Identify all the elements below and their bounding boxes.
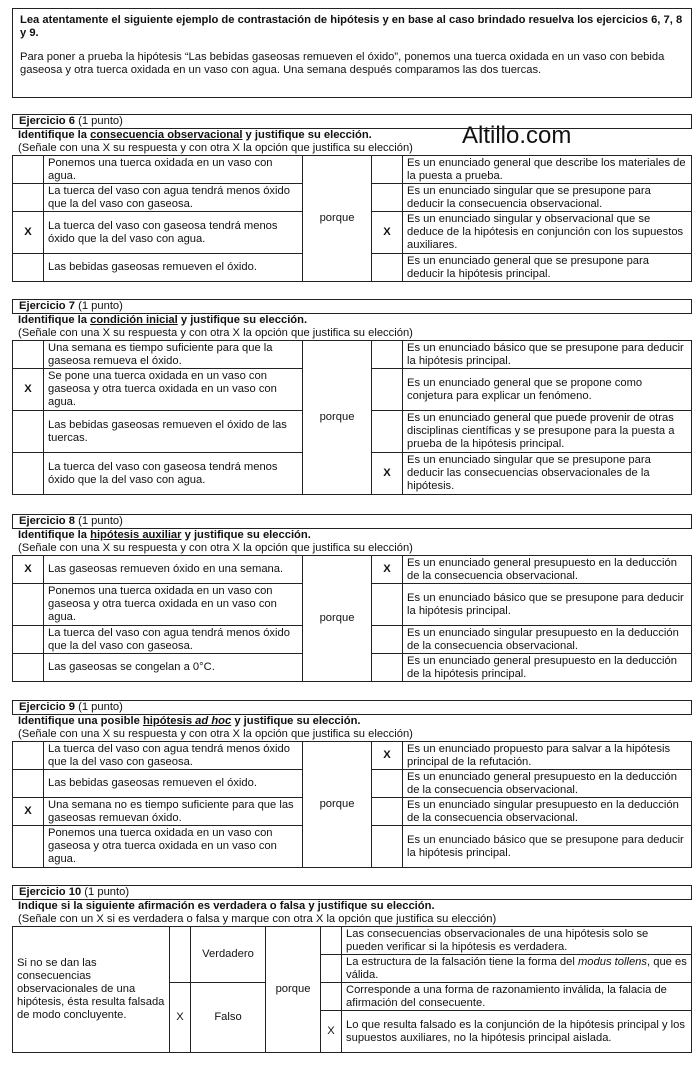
answer-mark-cell[interactable] [13, 584, 44, 626]
justification-mark-cell[interactable] [372, 369, 403, 411]
porque-label: porque [303, 742, 372, 868]
exercise-title: Ejercicio 10 (1 punto) [12, 885, 692, 900]
justification-option: Es un enunciado general presupuesto en la deducción de la consecuencia observacional. [403, 556, 692, 584]
justification-option: Es un enunciado singular presupuesto en la deducción de la consecuencia observacional. [403, 626, 692, 654]
answer-table [12, 155, 692, 282]
answer-option: Las gaseosas remueven óxido en una semana. [44, 556, 303, 584]
justification-mark-cell[interactable]: X [372, 453, 403, 495]
answer-mark-cell[interactable] [13, 411, 44, 453]
answer-mark-cell[interactable] [13, 654, 44, 682]
justification-option: Es un enunciado singular y observacional que se deduce de la hipótesis en conjunción con los supuestos auxiliares. [403, 212, 692, 254]
exercise-question: Indique si la siguiente afirmación es verdadera o falsa y justifique su elección. [18, 900, 435, 912]
answer-option: Se pone una tuerca oxidada en un vaso con gaseosa y otra tuerca oxidada en un vaso con agua. [44, 369, 303, 411]
answer-mark-cell[interactable] [13, 742, 44, 770]
porque-label: porque [303, 341, 372, 495]
justification-option: Es un enunciado general que se propone como conjetura para explicar un fenómeno. [403, 369, 692, 411]
exercise-8 [12, 514, 692, 682]
exercise-note: (Señale con una X su respuesta y con otra X la opción que justifica su elección) [18, 142, 413, 154]
answer-option: Una semana no es tiempo suficiente para que las gaseosas remuevan óxido. [44, 798, 303, 826]
answer-option: La tuerca del vaso con agua tendrá menos óxido que la del vaso con gaseosa. [44, 626, 303, 654]
justification-mark-cell[interactable] [372, 584, 403, 626]
answer-mark-cell[interactable]: X [13, 556, 44, 584]
answer-mark-cell[interactable] [13, 341, 44, 369]
answer-option: La tuerca del vaso con gaseosa tendrá menos óxido que la del vaso con agua. [44, 453, 303, 495]
answer-option: Ponemos una tuerca oxidada en un vaso con agua. [44, 156, 303, 184]
porque-label: porque [303, 156, 372, 282]
watermark-text: Altillo.com [462, 122, 572, 149]
exercise-7 [12, 299, 692, 495]
exercise-note: (Señale con una X su respuesta y con otra X la opción que justifica su elección) [18, 327, 413, 339]
justification-mark-cell[interactable] [372, 770, 403, 798]
exercise-10 [12, 885, 692, 1053]
justification-mark-cell[interactable]: X [372, 212, 403, 254]
statement-text: Si no se dan las consecuencias observacionales de una hipótesis, ésta resulta falsada de modo concluyente. [13, 927, 170, 1053]
answer-mark-cell[interactable]: X [13, 212, 44, 254]
justification-mark-cell[interactable]: X [372, 556, 403, 584]
answer-mark-cell[interactable] [13, 826, 44, 868]
true-mark-cell[interactable] [170, 927, 191, 983]
answer-option: Las bebidas gaseosas remueven el óxido. [44, 770, 303, 798]
exercise-9 [12, 700, 692, 868]
exercise-question: Identifique la condición inicial y justifique su elección. [18, 314, 308, 326]
justification-option: Es un enunciado básico que se presupone para deducir la hipótesis principal. [403, 341, 692, 369]
exercise-note: (Señale con una X su respuesta y con otra X la opción que justifica su elección) [18, 728, 413, 740]
justification-mark-cell[interactable] [372, 184, 403, 212]
justification-mark-cell[interactable] [321, 955, 342, 983]
justification-option: Es un enunciado general que se presupone para deducir la hipótesis principal. [403, 254, 692, 282]
answer-mark-cell[interactable] [13, 626, 44, 654]
answer-mark-cell[interactable] [13, 770, 44, 798]
answer-option: Ponemos una tuerca oxidada en un vaso con gaseosa y otra tuerca oxidada en un vaso con agua. [44, 826, 303, 868]
exercise-title: Ejercicio 6 (1 punto) [12, 114, 692, 129]
justification-option: Es un enunciado básico que se presupone para deducir la hipótesis principal. [403, 584, 692, 626]
true-label: Verdadero [191, 927, 266, 983]
justification-option: Es un enunciado general que describe los materiales de la puesta a prueba. [403, 156, 692, 184]
justification-option: Las consecuencias observacionales de una hipótesis solo se pueden verificar si la hipótesis es verdadera. [342, 927, 692, 955]
answer-table [12, 340, 692, 495]
answer-table [12, 741, 692, 868]
answer-mark-cell[interactable] [13, 254, 44, 282]
justification-mark-cell[interactable] [321, 927, 342, 955]
false-label: Falso [191, 983, 266, 1053]
porque-label: porque [266, 927, 321, 1053]
answer-option: Ponemos una tuerca oxidada en un vaso con gaseosa y otra tuerca oxidada en un vaso con agua. [44, 584, 303, 626]
false-mark-cell[interactable]: X [170, 983, 191, 1053]
justification-option: Es un enunciado general que puede provenir de otras disciplinas científicas y se presupone para la puesta a prueba de la hipótesis principal. [403, 411, 692, 453]
justification-option: Es un enunciado singular que se presupone para deducir la consecuencia observacional. [403, 184, 692, 212]
intro-body: Para poner a prueba la hipótesis “Las bebidas gaseosas remueven el óxido”, ponemos una tuerca oxidada en un vaso con bebida gaseosa y otra tuerca oxidada en un vaso con agua. Una semana después comparamos las dos tuercas. [20, 51, 665, 76]
justification-option: Es un enunciado general presupuesto en la deducción de la consecuencia observacional. [403, 770, 692, 798]
justification-mark-cell[interactable] [372, 626, 403, 654]
justification-mark-cell[interactable] [372, 341, 403, 369]
answer-table [12, 555, 692, 682]
justification-option: Es un enunciado básico que se presupone para deducir la hipótesis principal. [403, 826, 692, 868]
justification-mark-cell[interactable] [372, 798, 403, 826]
justification-mark-cell[interactable] [372, 826, 403, 868]
justification-option: Lo que resulta falsado es la conjunción de la hipótesis principal y los supuestos auxiliares, no la hipótesis principal aislada. [342, 1011, 692, 1053]
exercise-question: Identifique la hipótesis auxiliar y justifique su elección. [18, 529, 311, 541]
exercise-note: (Señale con un X si es verdadera o falsa y marque con otra X la opción que justifica su elección) [18, 913, 497, 925]
true-false-table [12, 926, 692, 1053]
justification-mark-cell[interactable] [372, 411, 403, 453]
intro-box [12, 8, 692, 98]
answer-mark-cell[interactable] [13, 156, 44, 184]
exercise-title: Ejercicio 7 (1 punto) [12, 299, 692, 314]
justification-option: Es un enunciado propuesto para salvar a la hipótesis principal de la refutación. [403, 742, 692, 770]
answer-mark-cell[interactable]: X [13, 798, 44, 826]
intro-heading: Lea atentamente el siguiente ejemplo de contrastación de hipótesis y en base al caso brindado resuelva los ejercicios 6, 7, 8 y 9. [20, 14, 683, 39]
answer-option: La tuerca del vaso con gaseosa tendrá menos óxido que la del vaso con agua. [44, 212, 303, 254]
exercise-6 [12, 114, 692, 282]
answer-option: Una semana es tiempo suficiente para que la gaseosa remueva el óxido. [44, 341, 303, 369]
answer-option: Las bebidas gaseosas remueven el óxido de las tuercas. [44, 411, 303, 453]
justification-mark-cell[interactable] [321, 983, 342, 1011]
justification-mark-cell[interactable] [372, 654, 403, 682]
exercise-note: (Señale con una X su respuesta y con otra X la opción que justifica su elección) [18, 542, 413, 554]
justification-mark-cell[interactable] [372, 156, 403, 184]
justification-option: La estructura de la falsación tiene la forma del modus tollens, que es válida. [342, 955, 692, 983]
answer-option: Las bebidas gaseosas remueven el óxido. [44, 254, 303, 282]
justification-option: Es un enunciado general presupuesto en la deducción de la hipótesis principal. [403, 654, 692, 682]
exercise-title: Ejercicio 9 (1 punto) [12, 700, 692, 715]
exercise-question: Identifique la consecuencia observacional y justifique su elección. [18, 129, 372, 141]
justification-mark-cell[interactable] [372, 254, 403, 282]
justification-option: Es un enunciado singular que se presupone para deducir las consecuencias observacionales de la hipótesis. [403, 453, 692, 495]
exercise-title: Ejercicio 8 (1 punto) [12, 514, 692, 529]
justification-mark-cell[interactable]: X [321, 1011, 342, 1053]
answer-option: La tuerca del vaso con agua tendrá menos óxido que la del vaso con gaseosa. [44, 184, 303, 212]
justification-option: Es un enunciado singular presupuesto en la deducción de la consecuencia observacional. [403, 798, 692, 826]
porque-label: porque [303, 556, 372, 682]
answer-option: La tuerca del vaso con agua tendrá menos óxido que la del vaso con gaseosa. [44, 742, 303, 770]
justification-mark-cell[interactable]: X [372, 742, 403, 770]
answer-mark-cell[interactable]: X [13, 369, 44, 411]
answer-mark-cell[interactable] [13, 453, 44, 495]
answer-mark-cell[interactable] [13, 184, 44, 212]
answer-option: Las gaseosas se congelan a 0°C. [44, 654, 303, 682]
exercise-question: Identifique una posible hipótesis ad hoc y justifique su elección. [18, 715, 361, 727]
justification-option: Corresponde a una forma de razonamiento inválida, la falacia de afirmación del consecuente. [342, 983, 692, 1011]
